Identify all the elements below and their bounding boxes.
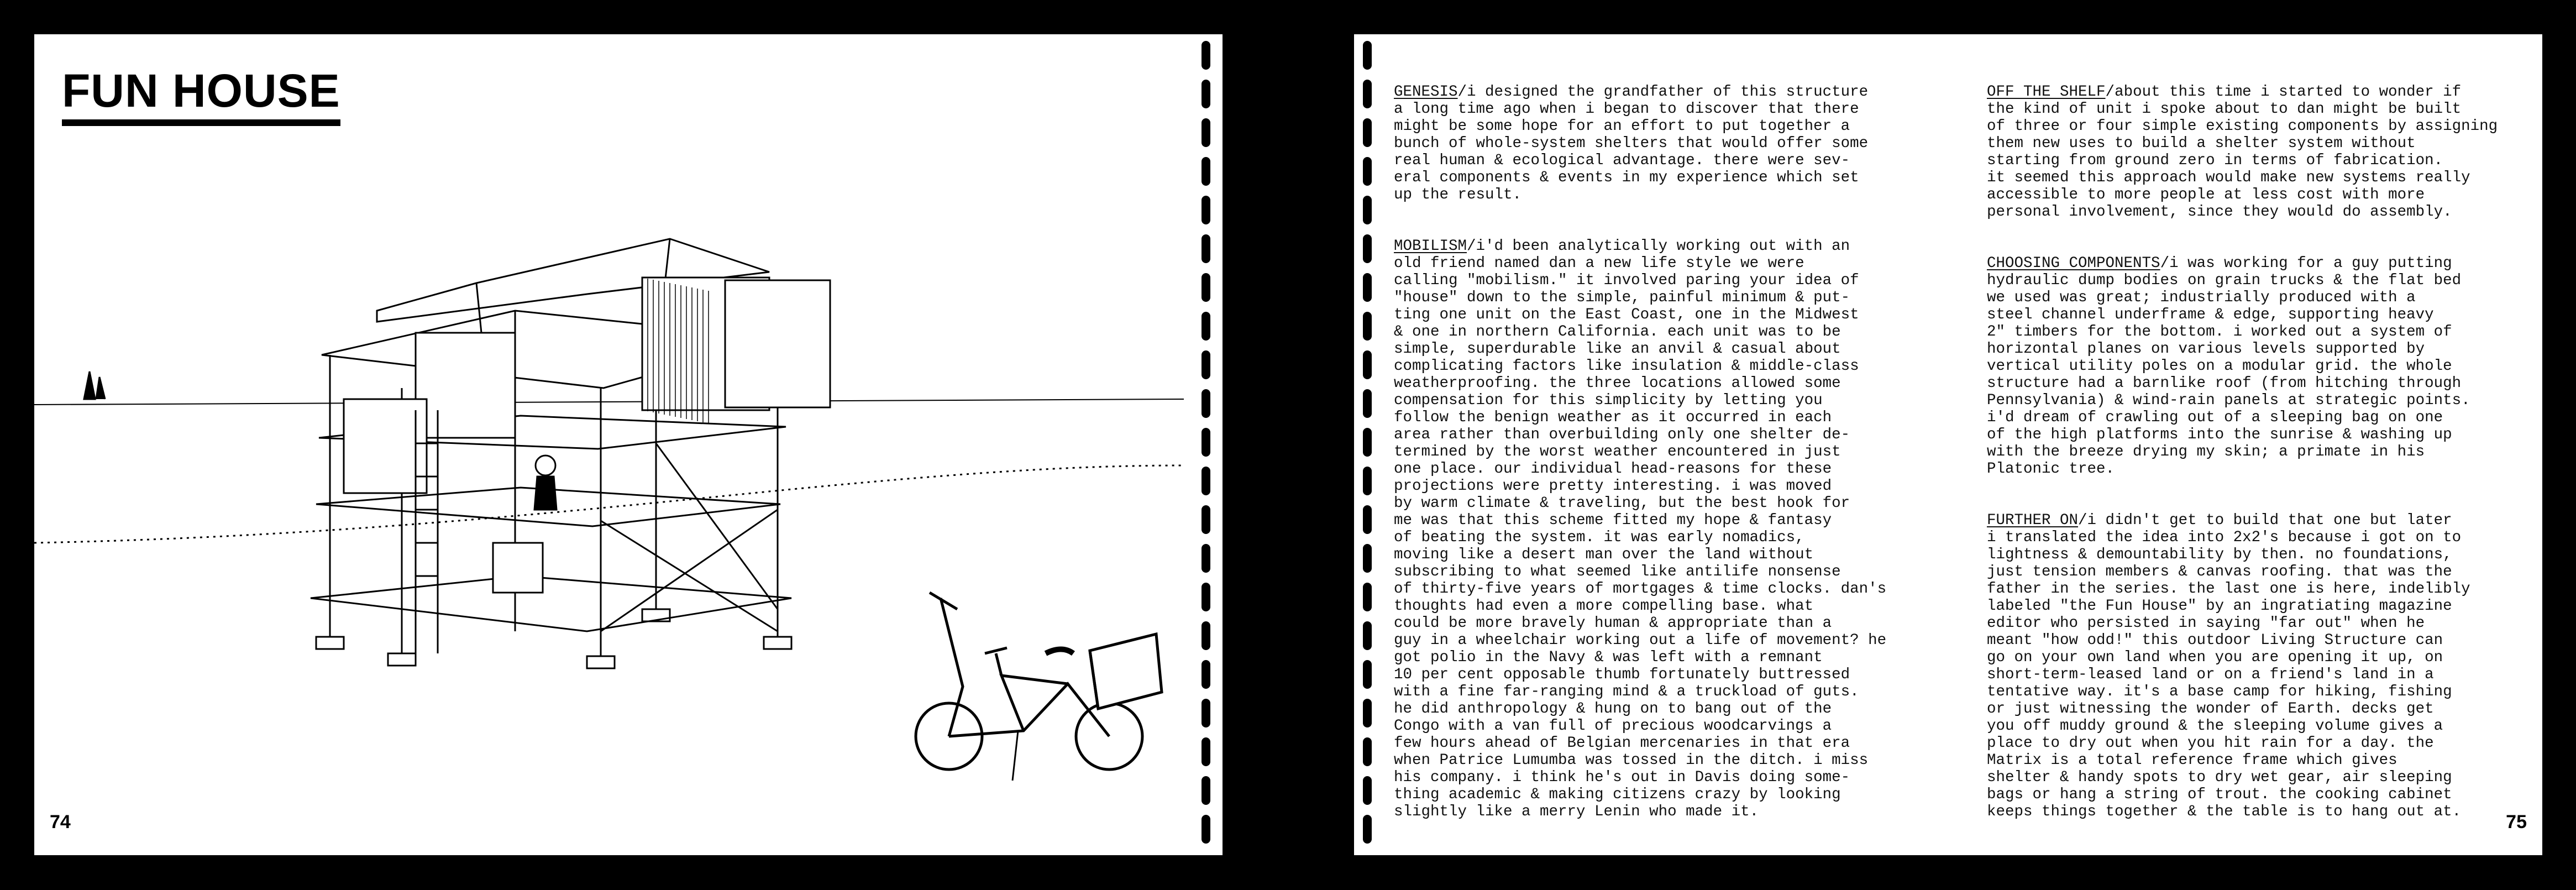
text-column-right (1987, 66, 2528, 855)
paragraph-body: i'd been analytically working out with an old friend named dan a new life style we were calling "mobilism." it involved paring your idea of "house" down to the simple, painful minimum & put- ting one unit on the East Coast, one in the Midwest & one in northern California. each unit was to be simple, superdurable like an anvil & casual about complicating factors like insulation & middle-class weatherproofing. the three locations allowed some compensation for this simplicity by letting you follow the benign weather as it occurred in each area rather than overbuilding only one shelter de- termined by the worst weather encountered in just one place. our individual head-reasons for these projections were pretty interesting. i was moved by warm climate & traveling, but the best hook for me was that this scheme fitted my hope & fantasy of beating the system. it was early nomadics, moving like a desert man over the land without subscribing to what seemed like antilife nonsense of thirty-five years of mortgages & time clocks. dan's thoughts had even a more compelling base. what could be more bravely human & appropriate than a guy in a wheelchair working out a life of movement? he got polio in the Navy & was left with a remnant 10 per cent opposable thumb fortunately buttressed with a fine far-ranging mind & a truckload of guts. he did anthropology & hung on to bang out of the Congo with a van full of precious woodcarvings a few hours ahead of Belgian mercenaries in that era when Patrice Lumumba was tossed in the ditch. i miss his company. i think he's out in Davis doing some- thing academic & making citizens crazy by looking slightly like a merry Lenin who made it. (1394, 238, 1887, 820)
paragraph-choosing-components: CHOOSING COMPONENTS/i was working for a guy putting hydraulic dump bodies on grain trucks & the flat bed we used was great; industrially produced with a steel channel underframe & edge, supporting heavy 2" timbers for the bottom. i worked out a system of horizontal planes on various levels supported by vertical utility poles on a modular grid. the whole structure had a barnlike roof (from hitching through Pennsylvania) & wind-rain panels at strategic points. i'd dream of crawling out of a sleeping bag on one of the high platforms into the sunrise & washing up with the breeze drying my skin; a primate in his Platonic tree. (1987, 255, 2470, 478)
paragraph-heading: FURTHER ON (1987, 512, 2079, 529)
paragraph-body: i designed the grandfather of this structure a long time ago when i began to discover that there might be some hope for an effort to put together a bunch of whole-system shelters that would offer some real human & ecological advantage. there were sev- eral components & events in my experience which set up the result. (1394, 83, 1869, 203)
paragraph-off-the-shelf: OFF THE SHELF/about this time i started to wonder if the kind of unit i spoke about to dan might be built of three or four simple existing components by assigning them new uses to build a shelter system without starting from ground zero in terms of fabrication. it seemed this approach would make new systems really accessible to more people at less cost with more personal involvement, since they would do assembly. (1987, 83, 2498, 221)
spiral-binding (1363, 34, 1374, 855)
paragraph-mobilism: MOBILISM/i'd been analytically working out with an old friend named dan a new life style we were calling "mobilism." it involved paring your idea of "house" down to the simple, painful minimum & put- ting one unit on the East Coast, one in the Midwest & one in northern California. each unit was to be simple, superdurable like an anvil & casual about complicating factors like insulation & middle-class weatherproofing. the three locations allowed some compensation for this simplicity by letting you follow the benign weather as it occurred in each area rather than overbuilding only one shelter de- termined by the worst weather encountered in just one place. our individual head-reasons for these projections were pretty interesting. i was moved by warm climate & traveling, but the best hook for me was that this scheme fitted my hope & fantasy of beating the system. it was early nomadics, moving like a desert man over the land without subscribing to what seemed like antilife nonsense of thirty-five years of mortgages & time clocks. dan's thoughts had even a more compelling base. what could be more bravely human & appropriate than a guy in a wheelchair working out a life of movement? he got polio in the Navy & was left with a remnant 10 per cent opposable thumb fortunately buttressed with a fine far-ranging mind & a truckload of guts. he did anthropology & hung on to bang out of the Congo with a van full of precious woodcarvings a few hours ahead of Belgian mercenaries in that era when Patrice Lumumba was tossed in the ditch. i miss his company. i think he's out in Davis doing some- thing academic & making citizens crazy by looking slightly like a merry Lenin who made it. (1394, 238, 1887, 820)
paragraph-heading: GENESIS (1394, 83, 1458, 101)
page-number: 75 (2506, 812, 2527, 833)
left-page (34, 34, 1223, 855)
paragraph-heading: CHOOSING COMPONENTS (1987, 255, 2160, 272)
spiral-binding (1202, 34, 1213, 855)
page-number: 74 (50, 812, 71, 833)
right-page (1354, 34, 2542, 855)
paragraph-genesis: GENESIS/i designed the grandfather of this structure a long time ago when i began to discover that there might be some hope for an effort to put together a bunch of whole-system shelters that would offer some real human & ecological advantage. there were sev- eral components & events in my experience which set up the result. (1394, 83, 1869, 203)
page-title: FUN HOUSE (62, 67, 340, 126)
paragraph-body: i didn't get to build that one but later i translated the idea into 2x2's because i got on to lightness & demountability by then. no foundations, just tension members & canvas roofing. that was the father in the series. the last one is here, indelibly labeled "the Fun House" by an ingratiating magazine editor who persisted in saying "far out" when he meant "how odd!" this outdoor Living Structure can go on your own land when you are opening it up, on short-term-leased land or on a friend's land in a tentative way. it's a base camp for hiking, fishing or just witnessing the wonder of Earth. decks get you off muddy ground & the sleeping volume gives a place to dry out when you hit rain for a day. the Matrix is a total reference frame which gives shelter & handy spots to dry wet gear, air sleeping bags or hang a string of trout. the cooking cabinet keeps things together & the table is to hang out at. (1987, 512, 2470, 820)
bicycle-illustration (907, 565, 1195, 786)
paragraph-further-on: FURTHER ON/i didn't get to build that one but later i translated the idea into 2x2's because i got on to lightness & demountability by then. no foundations, just tension members & canvas roofing. that was the father in the series. the last one is here, indelibly labeled "the Fun House" by an ingratiating magazine editor who persisted in saying "far out" when he meant "how odd!" this outdoor Living Structure can go on your own land when you are opening it up, on short-term-leased land or on a friend's land in a tentative way. it's a base camp for hiking, fishing or just witnessing the wonder of Earth. decks get you off muddy ground & the sleeping volume gives a place to dry out when you hit rain for a day. the Matrix is a total reference frame which gives shelter & handy spots to dry wet gear, air sleeping bags or hang a string of trout. the cooking cabinet keeps things together & the table is to hang out at. (1987, 512, 2470, 820)
paragraph-heading: OFF THE SHELF (1987, 83, 2106, 101)
paragraph-heading: MOBILISM (1394, 238, 1467, 255)
paragraph-body: about this time i started to wonder if the kind of unit i spoke about to dan might be built of three or four simple existing components by assigning them new uses to build a shelter system without starting from ground zero in terms of fabrication. it seemed this approach would make new systems really accessible to more people at less cost with more personal involvement, since they would do assembly. (1987, 83, 2498, 221)
paragraph-body: i was working for a guy putting hydraulic dump bodies on grain trucks & the flat bed we used was great; industrially produced with a steel channel underframe & edge, supporting heavy 2" timbers for the bottom. i worked out a system of horizontal planes on various levels supported by vertical utility poles on a modular grid. the whole structure had a barnlike roof (from hitching through Pennsylvania) & wind-rain panels at strategic points. i'd dream of crawling out of a sleeping bag on one of the high platforms into the sunrise & washing up with the breeze drying my skin; a primate in his Platonic tree. (1987, 255, 2470, 478)
text-column-left (1394, 66, 1935, 855)
